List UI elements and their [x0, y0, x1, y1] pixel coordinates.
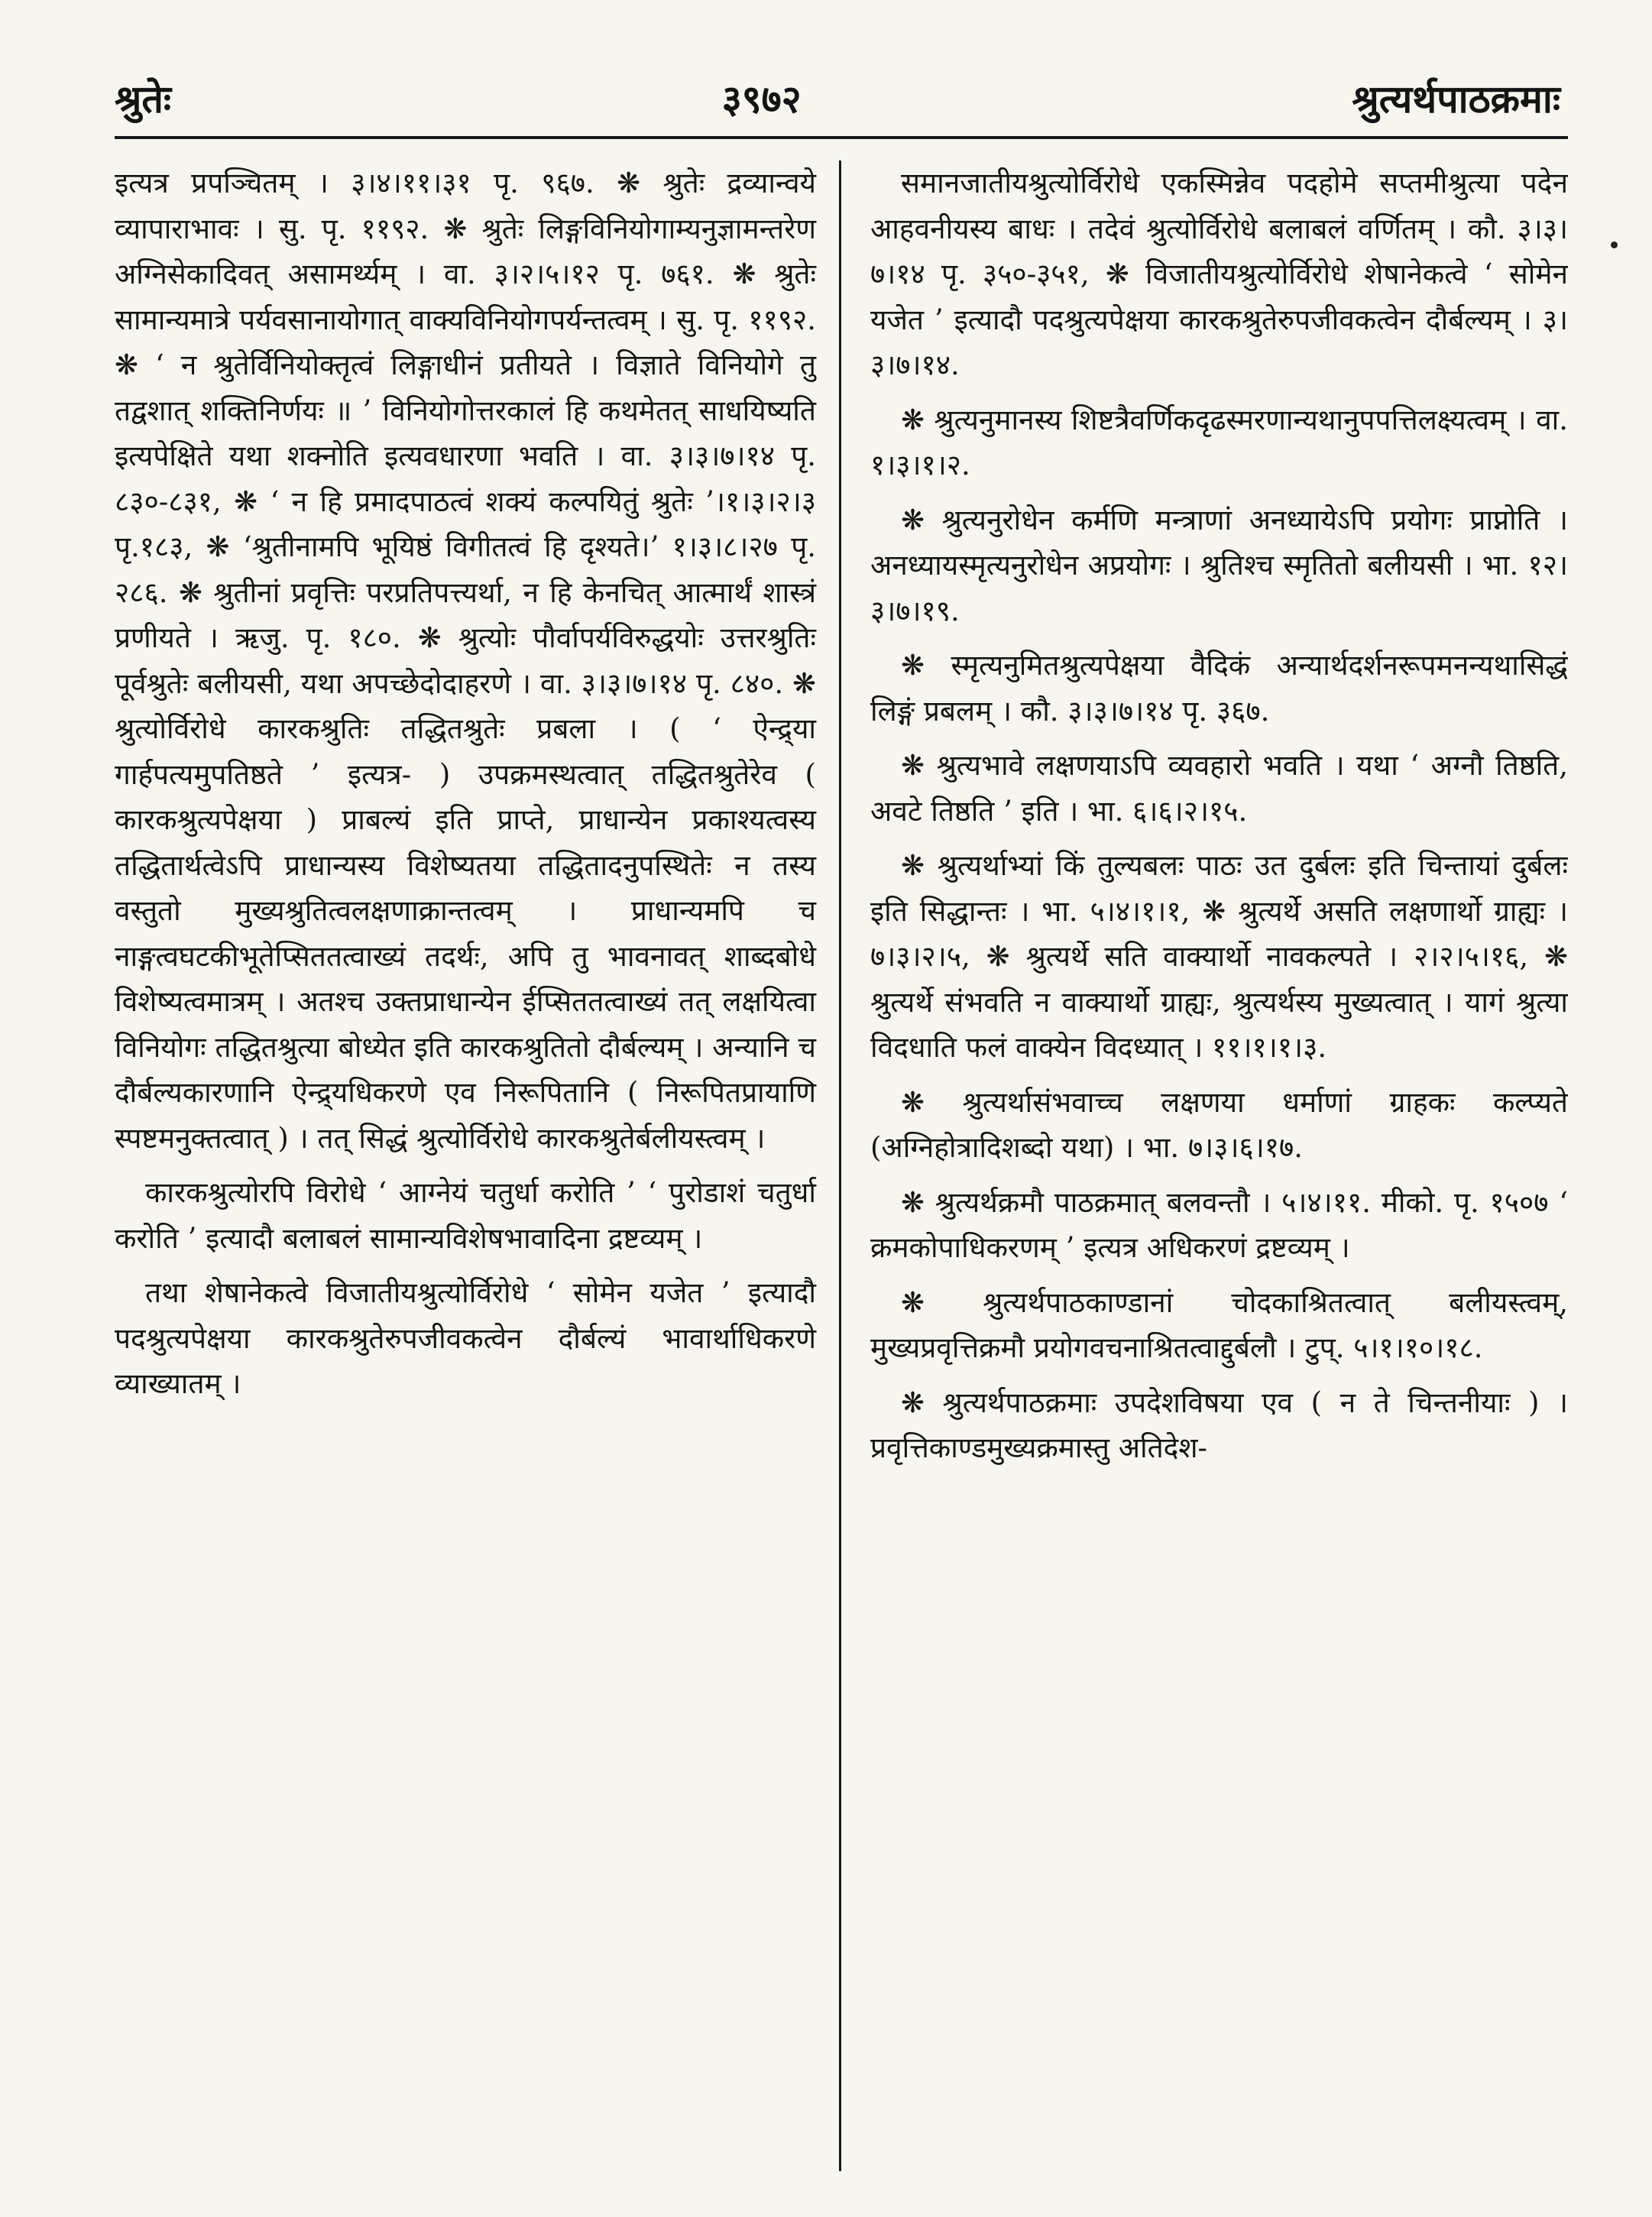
- left-paragraph: कारकश्रुत्योरपि विरोधे ‘ आग्नेयं चतुर्धा करोति ’ ‘ पुरोडाशं चतुर्धा करोति ’ इत्यादौ बलाबलं सामान्यविशेषभावादिना द्रष्टव्यम् ।: [115, 1176, 816, 1255]
- right-paragraph: ❋ श्रुत्यनुरोधेन कर्मणि मन्त्राणां अनध्यायेऽपि प्रयोगः प्राप्नोति । अनध्यायस्मृत्यनुरोधेन अप्रयोगः । श्रुतिश्च स्मृतितो बलीयसी । भा. १२।३।७।१९.: [870, 503, 1568, 627]
- header-left-word: श्रुतेः: [115, 76, 171, 122]
- right-paragraph: ❋ श्रुत्यर्थक्रमौ पाठक्रमात् बलवन्तौ । ५।४।११. मीको. पृ. १५०७ ‘ क्रमकोपाधिकरणम् ’ इत्यत्र अधिकरणं द्रष्टव्यम् ।: [870, 1185, 1568, 1264]
- right-paragraph: ❋ श्रुत्यनुमानस्य शिष्टत्रैवर्णिकदृढस्मरणान्यथानुपपत्तिलक्ष्यत्वम् । वा. १।३।१।२.: [870, 403, 1568, 481]
- left-paragraph: तथा शेषानेकत्वे विजातीयश्रुत्योर्विरोधे ‘ सोमेन यजेत ’ इत्यादौ पदश्रुत्यपेक्षया कारकश्रुतेरुपजीवकत्वेन दौर्बल्यं भावार्थाधिकरणे व्याख्यातम् ।: [115, 1276, 816, 1400]
- running-header: [115, 67, 1560, 128]
- right-paragraph: ❋ श्रुत्यर्थपाठक्रमाः उपदेशविषया एव ( न ते चिन्तनीयाः ) । प्रवृत्तिकाण्डमुख्यक्रमास्तु अतिदेश-: [870, 1386, 1568, 1464]
- two-column-body: [115, 160, 1568, 2171]
- margin-speck: [1611, 241, 1618, 248]
- right-paragraph: ❋ स्मृत्यनुमितश्रुत्यपेक्षया वैदिकं अन्यार्थदर्शनरूपमनन्यथासिद्धं लिङ्गं प्रबलम् । कौ. ३।३।७।१४ पृ. ३६७.: [870, 649, 1568, 728]
- right-paragraph: ❋ श्रुत्यभावे लक्षणयाऽपि व्यवहारो भवति । यथा ‘ अग्नौ तिष्ठति, अवटे तिष्ठति ’ इति । भा. ६।६।२।१५.: [870, 749, 1568, 828]
- right-paragraph: ❋ श्रुत्यर्थपाठकाण्डानां चोदकाश्रितत्वात् बलीयस्त्वम्, मुख्यप्रवृत्तिक्रमौ प्रयोगवचनाश्रितत्वाद्दुर्बलौ । टुप्. ५।१।१०।१८.: [870, 1285, 1568, 1364]
- header-right-word: श्रुत्यर्थपाठक्रमाः: [1352, 76, 1560, 122]
- right-column: [841, 160, 1568, 2171]
- right-paragraph: ❋ श्रुत्यर्थासंभवाच्च लक्षणया धर्माणां ग्राहकः कल्प्यते (अग्निहोत्रादिशब्दो यथा) । भा. ७।३।६।१७.: [870, 1085, 1568, 1164]
- right-paragraph: ❋ श्रुत्यर्थाभ्यां किं तुल्यबलः पाठः उत दुर्बलः इति चिन्तायां दुर्बलः इति सिद्धान्तः । भा. ५।४।१।१, ❋ श्रुत्यर्थे असति लक्षणार्थो ग्राह्यः । ७।३।२।५, ❋ श्रुत्यर्थे सति वाक्यार्थो नावकल्पते । २।२।५।१६, ❋ श्रुत्यर्थे संभवति न वाक्यार्थो ग्राह्यः, श्रुत्यर्थस्य मुख्यत्वात् । यागं श्रुत्या विदधाति फलं वाक्येन विदध्यात् । ११।१।१।३.: [870, 849, 1568, 1064]
- right-paragraph: समानजातीयश्रुत्योर्विरोधे एकस्मिन्नेव पदहोमे सप्तमीश्रुत्या पदेन आहवनीयस्य बाधः । तदेवं श्रुत्योर्विरोधे बलाबलं वर्णितम् । कौ. ३।३।७।१४ पृ. ३५०-३५१, ❋ विजातीयश्रुत्योर्विरोधे शेषानेकत्वे ‘ सोमेन यजेत ’ इत्यादौ पदश्रुत्यपेक्षया कारकश्रुतेरुपजीवकत्वेन दौर्बल्यम् । ३।३।७।१४.: [870, 167, 1568, 381]
- left-column: [115, 160, 841, 2171]
- header-rule: [115, 136, 1568, 139]
- page-number: ३९७२: [721, 76, 802, 122]
- left-paragraph: इत्यत्र प्रपञ्चितम् । ३।४।११।३१ पृ. ९६७. ❋ श्रुतेः द्रव्यान्वये व्यापाराभावः । सु. पृ. ११९२. ❋ श्रुतेः लिङ्गविनियोगाम्यनुज्ञामन्तरेण अग्निसेकादिवत् असामर्थ्यम् । वा. ३।२।५।१२ पृ. ७६१. ❋ श्रुतेः सामान्यमात्रे पर्यवसानायोगात् वाक्यविनियोगपर्यन्तत्वम् । सु. पृ. ११९२. ❋ ‘ न श्रुतेर्विनियोक्तृत्वं लिङ्गाधीनं प्रतीयते । विज्ञाते विनियोगे तु तद्वशात् शक्तिनिर्णयः ॥ ’ विनियोगोत्तरकालं हि कथमेतत् साधयिष्यति इत्यपेक्षिते यथा शक्नोति इत्यवधारणा भवति । वा. ३।३।७।१४ पृ. ८३०-८३१, ❋ ‘ न हि प्रमादपाठत्वं शक्यं कल्पयितुं श्रुतेः ’।१।३।२।३ पृ.१८३, ❋ ‘श्रुतीनामपि भूयिष्ठं विगीतत्वं हि दृश्यते।’ १।३।८।२७ पृ. २८६. ❋ श्रुतीनां प्रवृत्तिः परप्रतिपत्त्यर्था, न हि केनचित् आत्मार्थं शास्त्रं प्रणीयते । ऋजु. पृ. १८०. ❋ श्रुत्योः पौर्वापर्यविरुद्धयोः उत्तरश्रुतिः पूर्वश्रुतेः बलीयसी, यथा अपच्छेदोदाहरणे । वा. ३।३।७।१४ पृ. ८४०. ❋ श्रुत्योर्विरोधे कारकश्रुतिः तद्धितश्रुतेः प्रबला । ( ‘ ऐन्द्र्या गार्हपत्यमुपतिष्ठते ’ इत्यत्र- ) उपक्रमस्थत्वात् तद्धितश्रुतेरेव ( कारकश्रुत्यपेक्षया ) प्राबल्यं इति प्राप्ते, प्राधान्येन प्रकाश्यत्वस्य तद्धितार्थत्वेऽपि प्राधान्यस्य विशेष्यतया तद्धितादनुपस्थितेः न तस्य वस्तुतो मुख्यश्रुतित्वलक्षणाक्रान्तत्वम् । प्राधान्यमपि च नाङ्गत्वघटकीभूतेप्सिततत्वाख्यं तदर्थः, अपि तु भावनावत् शाब्दबोधे विशेष्यत्वमात्रम् । अतश्च उक्तप्राधान्येन ईप्सिततत्वाख्यं तत् लक्षयित्वा विनियोगः तद्धितश्रुत्या बोध्येत इति कारकश्रुतितो दौर्बल्यम् । अन्यानि च दौर्बल्यकारणानि ऐन्द्र्यधिकरणे एव निरूपितानि ( निरूपितप्रायाणि स्पष्टमनुक्तत्वात् ) । तत् सिद्धं श्रुत्योर्विरोधे कारकश्रुतेर्बलीयस्त्वम् ।: [115, 167, 816, 1155]
